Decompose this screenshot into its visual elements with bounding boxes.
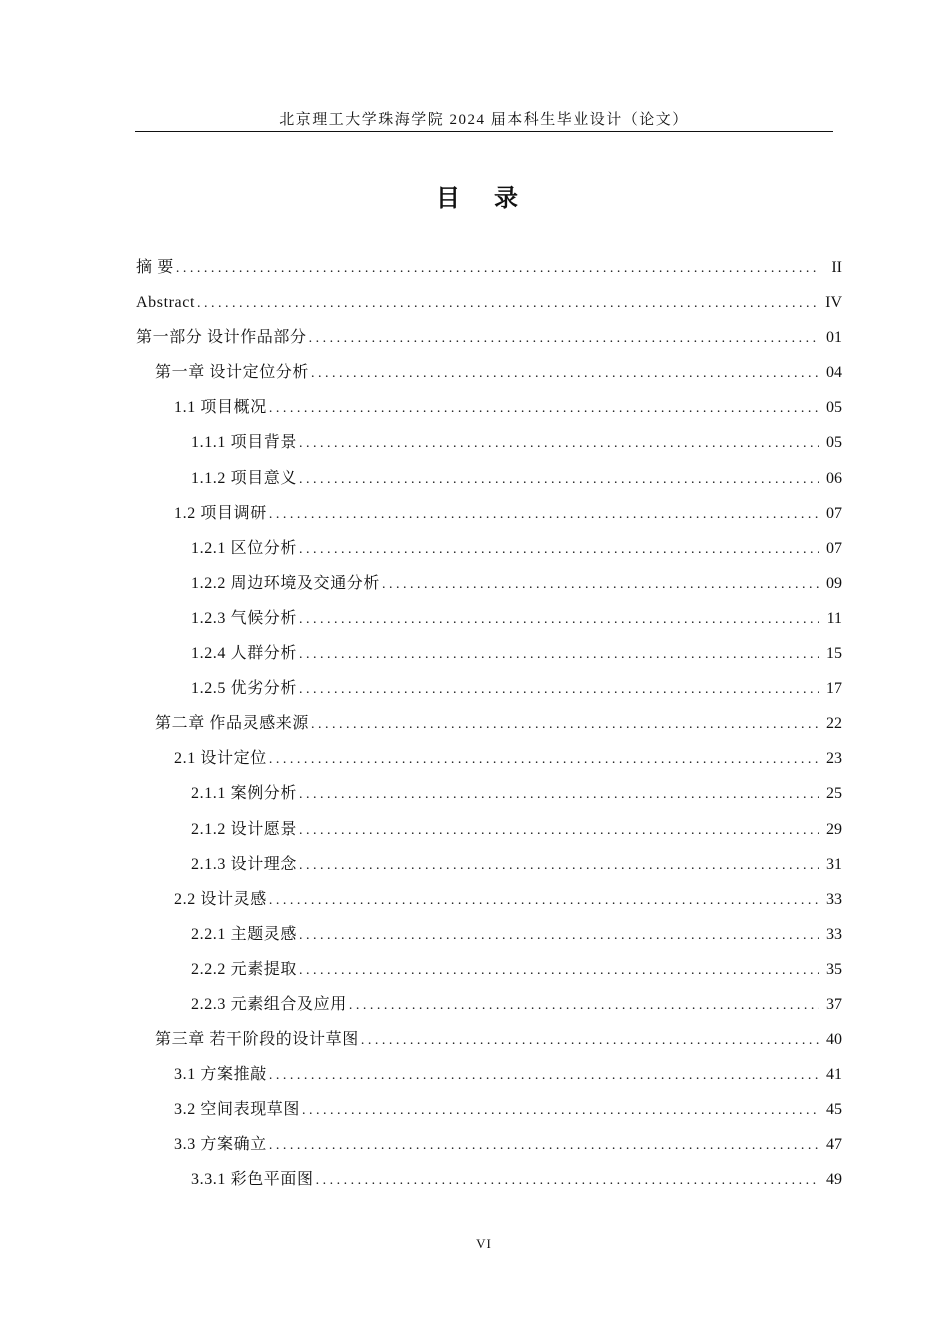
toc-entry-label: 3.3 方案确立 <box>174 1136 267 1154</box>
toc-dot-leader <box>311 356 819 391</box>
toc-dot-leader <box>309 321 819 356</box>
toc-entry-label: 第一章 设计定位分析 <box>155 364 310 382</box>
toc-entry-page: 15 <box>826 645 842 663</box>
running-header: 北京理工大学珠海学院 2024 届本科生毕业设计（论文） <box>279 112 689 128</box>
toc-entry-page: 07 <box>826 539 842 557</box>
toc-entry[interactable] <box>136 1057 842 1092</box>
toc-entry-label: 3.2 空间表现草图 <box>174 1101 301 1119</box>
toc-entry[interactable] <box>136 1022 842 1057</box>
toc-entry-label: 第三章 若干阶段的设计草图 <box>155 1031 359 1049</box>
toc-entry[interactable] <box>136 882 842 917</box>
toc-entry-page: 07 <box>826 504 842 522</box>
toc-dot-leader <box>299 672 819 707</box>
toc-entry[interactable] <box>136 601 842 636</box>
toc-entry[interactable] <box>136 671 842 706</box>
toc-dot-leader <box>302 1093 819 1128</box>
toc-dot-leader <box>361 1023 819 1058</box>
toc-entry-label: 第二章 作品灵感来源 <box>155 715 310 733</box>
toc-entry-page: 05 <box>826 434 842 452</box>
toc-dot-leader <box>269 1128 819 1163</box>
toc-entry-page: 41 <box>826 1066 842 1084</box>
toc-entry[interactable] <box>136 250 842 285</box>
toc-entry[interactable] <box>136 952 842 987</box>
toc-entry[interactable] <box>136 1162 842 1197</box>
toc-entry-page: 05 <box>826 399 842 417</box>
toc-dot-leader <box>349 988 819 1023</box>
toc-entry-page: 23 <box>826 750 842 768</box>
toc-dot-leader <box>299 532 819 567</box>
toc-title: 目 录 <box>436 186 532 212</box>
toc-dot-leader <box>311 707 819 742</box>
toc-entry[interactable] <box>136 1127 842 1162</box>
toc-dot-leader <box>299 637 819 672</box>
toc-dot-leader <box>299 848 819 883</box>
toc-entry-label: 2.1.2 设计愿景 <box>191 820 298 838</box>
toc-entry-page: 31 <box>826 855 842 873</box>
toc-entry-page: 25 <box>826 785 842 803</box>
toc-entry-label: 1.1.2 项目意义 <box>191 469 298 487</box>
toc-entry[interactable] <box>136 390 842 425</box>
toc-entry-page: 33 <box>826 890 842 908</box>
toc-entry-page: 29 <box>826 820 842 838</box>
toc-entry[interactable] <box>136 847 842 882</box>
toc-entry-page: 40 <box>826 1031 842 1049</box>
toc-entry-page: 45 <box>826 1101 842 1119</box>
toc-entry-label: Abstract <box>136 294 196 312</box>
toc-dot-leader <box>269 742 819 777</box>
toc-dot-leader <box>316 1163 819 1198</box>
toc-entry-label: 2.2.2 元素提取 <box>191 960 298 978</box>
toc-entry-page: 06 <box>826 469 842 487</box>
toc-entry-label: 1.2.5 优劣分析 <box>191 680 298 698</box>
toc-entry-label: 1.2.1 区位分析 <box>191 539 298 557</box>
toc-entry-label: 2.2 设计灵感 <box>174 890 267 908</box>
toc-entry[interactable] <box>136 917 842 952</box>
toc-entry-page: 37 <box>826 995 842 1013</box>
toc-entry-label: 1.1 项目概况 <box>174 399 267 417</box>
toc-entry[interactable] <box>136 706 842 741</box>
toc-entry-label: 1.1.1 项目背景 <box>191 434 298 452</box>
toc-dot-leader <box>299 462 819 497</box>
toc-entry-label: 2.2.3 元素组合及应用 <box>191 995 347 1013</box>
toc-dot-leader <box>299 918 819 953</box>
toc-dot-leader <box>197 286 819 321</box>
toc-entry-label: 1.2.2 周边环境及交通分析 <box>191 574 381 592</box>
page-number: VI <box>476 1236 492 1251</box>
toc-entry-page: 33 <box>826 925 842 943</box>
toc-entry-page: 49 <box>826 1171 842 1189</box>
toc-dot-leader <box>176 251 819 286</box>
toc-entry-label: 2.2.1 主题灵感 <box>191 925 298 943</box>
toc-entry[interactable] <box>136 987 842 1022</box>
toc-dot-leader <box>299 777 819 812</box>
toc-entry-label: 2.1 设计定位 <box>174 750 267 768</box>
toc-entry-label: 第一部分 设计作品部分 <box>136 329 307 347</box>
toc-dot-leader <box>269 391 819 426</box>
toc-entry-label: 3.1 方案推敲 <box>174 1066 267 1084</box>
toc-entry-label: 1.2 项目调研 <box>174 504 267 522</box>
toc-entry-label: 2.1.3 设计理念 <box>191 855 298 873</box>
toc-entry-page: 11 <box>826 609 842 627</box>
toc-dot-leader <box>299 953 819 988</box>
toc-dot-leader <box>299 813 819 848</box>
toc-dot-leader <box>269 883 819 918</box>
toc-entry[interactable] <box>136 1092 842 1127</box>
toc-entry[interactable] <box>136 636 842 671</box>
toc-dot-leader <box>382 567 819 602</box>
toc-entry-label: 2.1.1 案例分析 <box>191 785 298 803</box>
toc-entry-page: 01 <box>826 329 842 347</box>
toc-entry[interactable] <box>136 566 842 601</box>
toc-entry[interactable] <box>136 741 842 776</box>
toc-entry[interactable] <box>136 425 842 460</box>
toc-entry-page: IV <box>825 294 842 312</box>
toc-entry[interactable] <box>136 355 842 390</box>
toc-entry-label: 1.2.3 气候分析 <box>191 609 298 627</box>
toc-entry[interactable] <box>136 496 842 531</box>
toc-entry-page: 09 <box>826 574 842 592</box>
toc-dot-leader <box>299 426 819 461</box>
toc-entry-page: 47 <box>826 1136 842 1154</box>
toc-entry-label: 1.2.4 人群分析 <box>191 645 298 663</box>
toc-entry[interactable] <box>136 531 842 566</box>
toc-entry-page: 22 <box>826 715 842 733</box>
toc-entry[interactable] <box>136 285 842 320</box>
toc-entry-page: 35 <box>826 960 842 978</box>
table-of-contents <box>136 250 842 1198</box>
toc-entry[interactable] <box>136 776 842 811</box>
toc-entry-label: 摘 要 <box>136 259 174 276</box>
header-rule <box>135 131 833 132</box>
toc-entry[interactable] <box>136 320 842 355</box>
toc-entry-page: II <box>831 259 842 276</box>
toc-entry-page: 04 <box>826 364 842 382</box>
toc-dot-leader <box>269 1058 819 1093</box>
toc-entry[interactable] <box>136 461 842 496</box>
toc-dot-leader <box>299 602 819 637</box>
toc-dot-leader <box>269 497 819 532</box>
toc-entry-page: 17 <box>826 680 842 698</box>
toc-entry[interactable] <box>136 812 842 847</box>
toc-entry-label: 3.3.1 彩色平面图 <box>191 1171 314 1189</box>
